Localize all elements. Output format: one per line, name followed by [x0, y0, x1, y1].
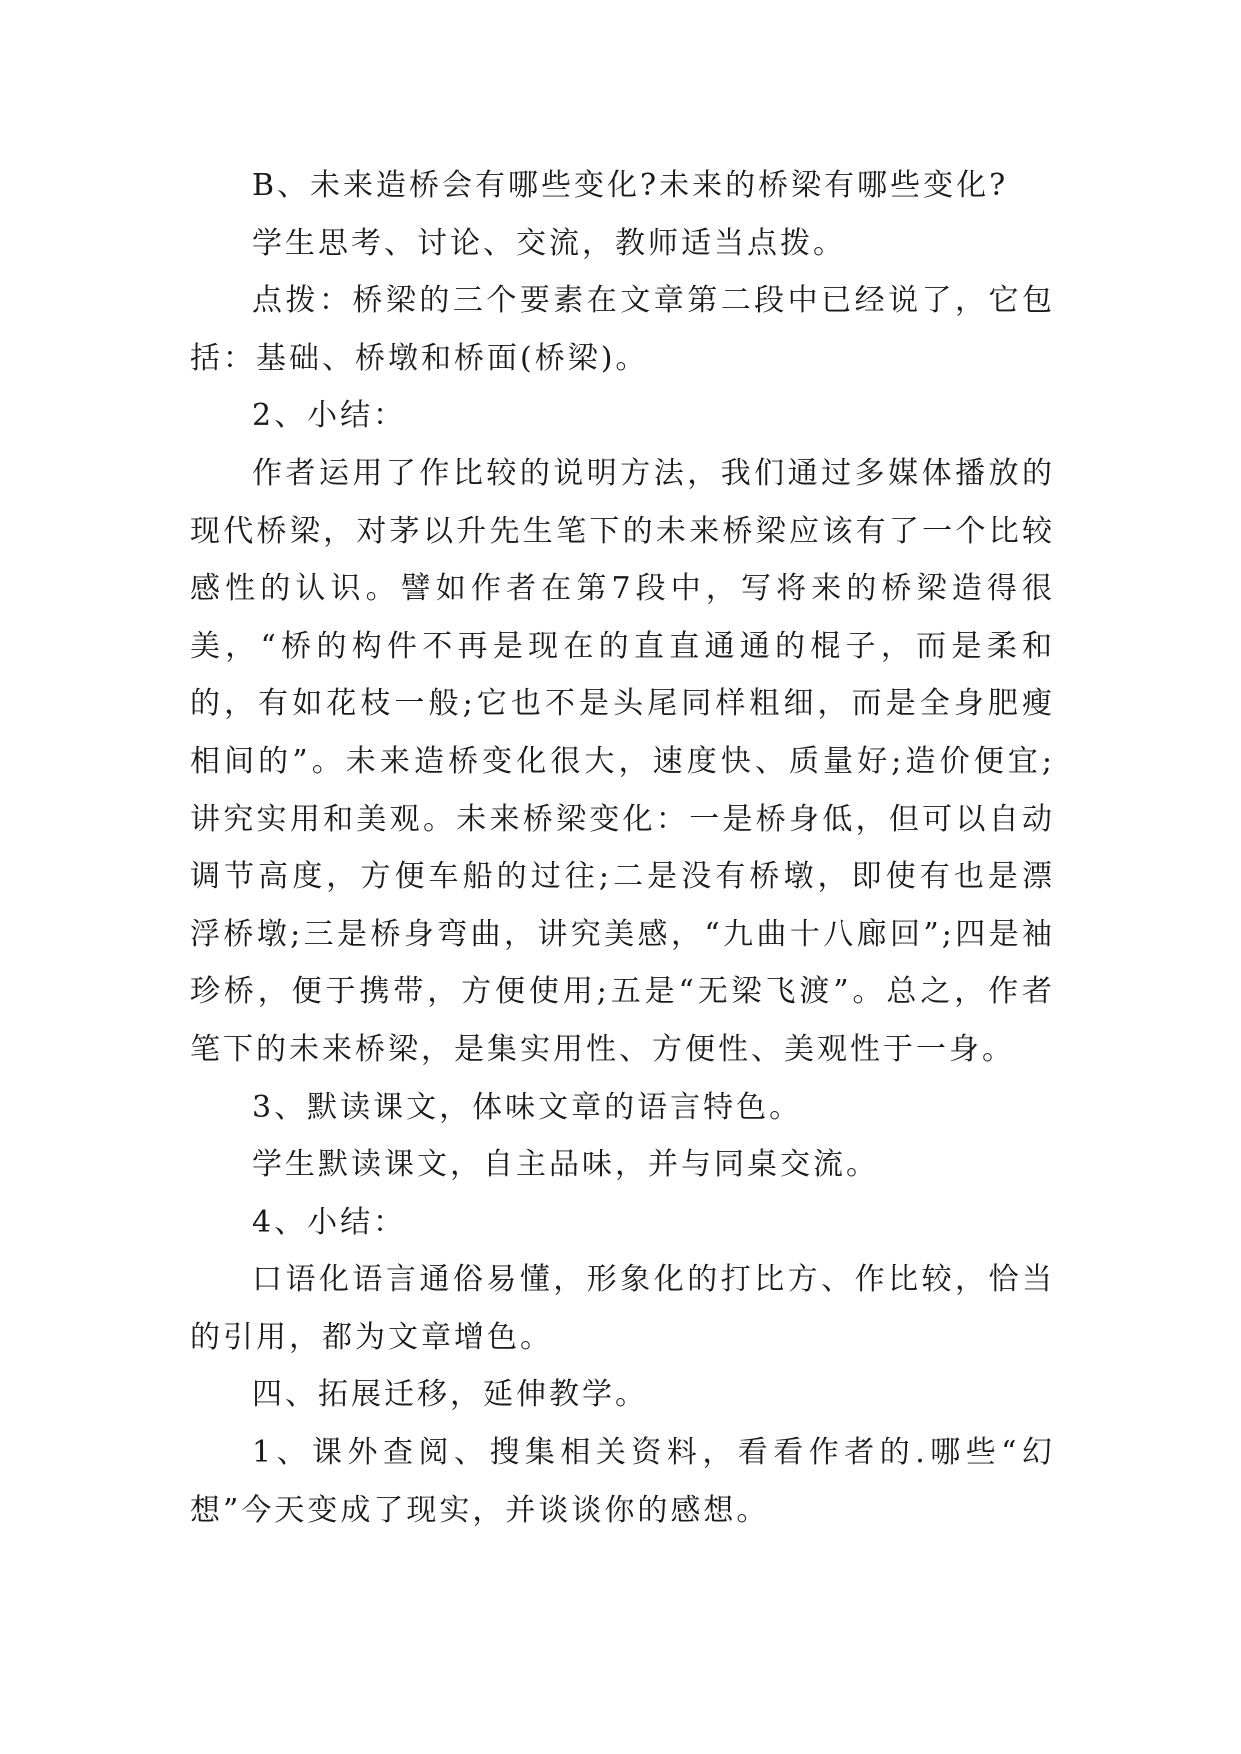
paragraph-student-discussion: 学生思考、讨论、交流，教师适当点拨。	[252, 225, 846, 261]
paragraph-summary-2-body: 作者运用了作比较的说明方法，我们通过多媒体播放的现代桥梁，对茅以升先生笔下的未来桥梁应该有了一个比较感性的认识。譬如作者在第7段中，写将来的桥梁造得很美，“桥的构件不再是现在的直直通通的棍子，而是柔和的，有如花枝一般;它也不是头尾同样粗细，而是全身肥瘦相间的”。未来造桥变化很大，速度快、质量好;造价便宜;讲究实用和美观。未来桥梁变化：一是桥身低，但可以自动调节高度，方便车船的过往;二是没有桥墩，即使有也是漂浮桥墩;三是桥身弯曲，讲究美感，“九曲十八廊回”;四是袖珍桥，便于携带，方便使用;五是“无梁飞渡”。总之，作者笔下的未来桥梁，是集实用性、方便性、美观性于一身。	[190, 455, 1055, 1067]
paragraph-summary-4-body: 口语化语言通俗易懂，形象化的打比方、作比较，恰当的引用，都为文章增色。	[190, 1262, 1055, 1355]
paragraph-student-reading: 学生默读课文，自主品味，并与同桌交流。	[252, 1147, 879, 1183]
document-body	[190, 157, 1055, 1539]
paragraph-summary-4-heading: 4、小结：	[252, 1204, 407, 1240]
paragraph-section-four-heading: 四、拓展迁移，延伸教学。	[252, 1377, 648, 1413]
paragraph-guidance: 点拨：桥梁的三个要素在文章第二段中已经说了，它包括：基础、桥墩和桥面(桥梁)。	[190, 283, 1055, 376]
paragraph-summary-2-heading: 2、小结：	[252, 398, 407, 434]
paragraph-silent-reading: 3、默读课文，体味文章的语言特色。	[252, 1089, 803, 1125]
paragraph-extension-task: 1、课外查阅、搜集相关资料，看看作者的.哪些“幻想”今天变成了现实，并谈谈你的感想。	[190, 1435, 1055, 1528]
paragraph-question-b: B、未来造桥会有哪些变化?未来的桥梁有哪些变化?	[252, 168, 1009, 203]
